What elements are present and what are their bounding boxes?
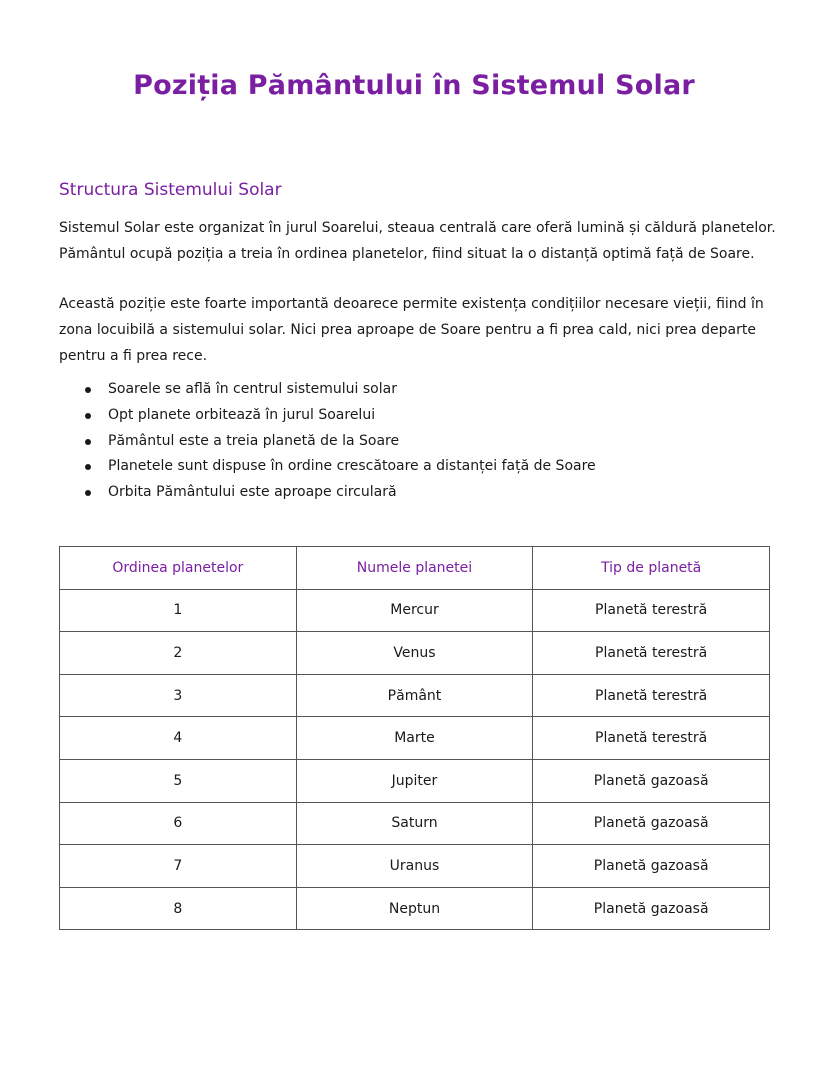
cell-name: Saturn bbox=[296, 802, 533, 845]
cell-order: 3 bbox=[60, 674, 297, 717]
table-row bbox=[60, 589, 770, 632]
table-row bbox=[60, 717, 770, 760]
cell-name: Uranus bbox=[296, 845, 533, 888]
bullet-dot-icon bbox=[85, 464, 91, 470]
bullet-dot-icon bbox=[85, 387, 91, 393]
table-row bbox=[60, 887, 770, 930]
table-row bbox=[60, 802, 770, 845]
cell-type: Planetă terestră bbox=[533, 674, 770, 717]
list-item-text: Pământul este a treia planetă de la Soare bbox=[108, 432, 400, 449]
cell-order: 4 bbox=[60, 717, 297, 760]
list-item-text: Orbita Pământului este aproape circulară bbox=[108, 484, 397, 501]
column-header-type: Tip de planetă bbox=[533, 547, 770, 590]
cell-type: Planetă terestră bbox=[533, 589, 770, 632]
column-header-order: Ordinea planetelor bbox=[60, 547, 297, 590]
bullet-dot-icon bbox=[85, 439, 91, 445]
list-item bbox=[59, 403, 596, 429]
cell-order: 5 bbox=[60, 759, 297, 802]
list-item-text: Soarele se află în centrul sistemului solar bbox=[108, 381, 397, 397]
cell-type: Planetă gazoasă bbox=[533, 887, 770, 930]
paragraph-importance: Această poziție este foarte importantă deoarece permite existența condițiilor necesare vieții, fiind în zona locuibilă a sistemului solar. Nici prea aproape de Soare pentru a fi prea cald, nici prea departe pentru a fi prea rece. bbox=[59, 296, 764, 364]
list-item bbox=[59, 429, 596, 455]
page-title: Poziția Pământului în Sistemul Solar bbox=[133, 70, 695, 101]
cell-order: 6 bbox=[60, 802, 297, 845]
cell-order: 2 bbox=[60, 632, 297, 675]
bullet-dot-icon bbox=[85, 490, 91, 496]
list-item-text: Opt planete orbitează în jurul Soarelui bbox=[108, 406, 376, 423]
table-header-row bbox=[60, 547, 770, 590]
cell-type: Planetă terestră bbox=[533, 717, 770, 760]
table-row bbox=[60, 845, 770, 888]
planets-table bbox=[59, 546, 770, 930]
cell-type: Planetă gazoasă bbox=[533, 759, 770, 802]
bullet-dot-icon bbox=[85, 413, 91, 419]
paragraph-intro: Sistemul Solar este organizat în jurul Soarelui, steaua centrală care oferă lumină și căldură planetelor. Pământul ocupă poziția a treia în ordinea planetelor, fiind situat la o distanță optimă față de Soare. bbox=[59, 220, 776, 262]
column-header-name: Numele planetei bbox=[296, 547, 533, 590]
bullet-list bbox=[59, 377, 596, 506]
list-item-text: Planetele sunt dispuse în ordine crescătoare a distanței față de Soare bbox=[108, 458, 596, 475]
section-heading: Structura Sistemului Solar bbox=[59, 180, 282, 200]
cell-order: 1 bbox=[60, 589, 297, 632]
cell-type: Planetă gazoasă bbox=[533, 802, 770, 845]
cell-name: Venus bbox=[296, 632, 533, 675]
cell-type: Planetă terestră bbox=[533, 632, 770, 675]
cell-order: 8 bbox=[60, 887, 297, 930]
table-row bbox=[60, 674, 770, 717]
table-row bbox=[60, 632, 770, 675]
cell-type: Planetă gazoasă bbox=[533, 845, 770, 888]
list-item bbox=[59, 454, 596, 480]
list-item bbox=[59, 377, 596, 403]
cell-name: Jupiter bbox=[296, 759, 533, 802]
cell-order: 7 bbox=[60, 845, 297, 888]
list-item bbox=[59, 480, 596, 506]
cell-name: Neptun bbox=[296, 887, 533, 930]
cell-name: Mercur bbox=[296, 589, 533, 632]
cell-name: Pământ bbox=[296, 674, 533, 717]
table-row bbox=[60, 759, 770, 802]
cell-name: Marte bbox=[296, 717, 533, 760]
